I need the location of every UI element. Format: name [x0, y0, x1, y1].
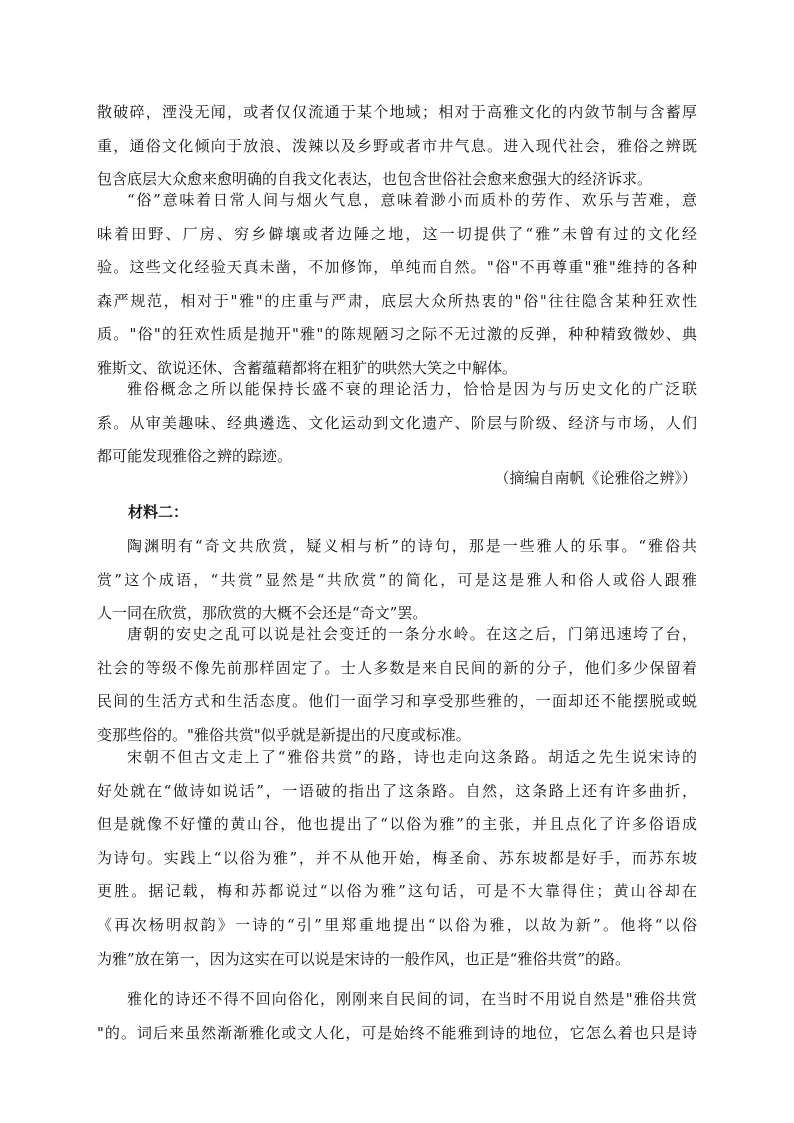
material-two-heading: 材料二：: [128, 503, 189, 521]
text-line: “俗”意味着日常人间与烟火气息，意味着渺小而质朴的劳作、欢乐与苦难，意: [127, 191, 697, 209]
paragraph-tao-yuanming: [97, 530, 697, 631]
paragraph-refined-vs-popular: [97, 96, 697, 197]
text-line: 都可能发现雅俗之辨的踪迹。: [97, 447, 293, 466]
text-line: 陶渊明有“奇文共欣赏，疑义相与析”的诗句，那是一些雅人的乐事。“雅俗共: [127, 537, 697, 555]
text-line: 验。这些文化经验天真未凿，不加修饰，单纯而自然。"俗"不再尊重"雅"维持的各种: [97, 258, 697, 277]
paragraph-theoretical-vitality: [97, 373, 697, 474]
source-attribution: [97, 462, 697, 496]
text-line: 《再次杨明叔韵》一诗的“引”里郑重地提出“以俗为雅，以故为新”。他将“以俗: [97, 915, 697, 934]
text-line: 好处就在“做诗如说话”，一语破的指出了这条路。自然，这条路上还有许多曲折，: [97, 781, 697, 800]
text-line: 唐朝的安史之乱可以说是社会变迁的一条分水岭。在这之后，门第迅速垮了台，: [127, 625, 697, 643]
text-line: 更胜。据记载，梅和苏都说过“以俗为雅”这句话，可是不大靠得住；黄山谷却在: [97, 882, 697, 901]
text-line: 雅斯文、欲说还休、含蓄蕴藉都将在粗犷的哄然大笑之中解体。: [97, 358, 518, 377]
paragraph-tang-dynasty: [97, 618, 697, 752]
paragraph-song-dynasty: [97, 741, 697, 976]
text-line: "的。词后来虽然渐渐雅化或文人化，可是始终不能雅到诗的地位，它怎么着也只是诗: [97, 1023, 697, 1042]
text-line: 变那些俗的。"雅俗共赏"似乎就是新提出的尺度或标准。: [97, 725, 471, 744]
text-line: 雅化的诗还不得不回向俗化，刚刚来自民间的词，在当时不用说自然是"雅俗共赏: [127, 990, 697, 1008]
text-line: 重，通俗文化倾向于放浪、泼辣以及乡野或者市井气息。进入现代社会，雅俗之辨既: [97, 136, 697, 155]
text-line: 社会的等级不像先前那样固定了。士人多数是来自民间的新的分子，他们多少保留着: [97, 658, 697, 677]
text-line: 味着田野、厂房、穷乡僻壤或者边陲之地，这一切提供了“雅”未曾有过的文化经: [97, 224, 697, 243]
text-line: 为雅”放在第一，因为这实在可以说是宋诗的一般作风，也正是“雅俗共赏”的路。: [97, 949, 631, 968]
paragraph-ci-poetry: [97, 983, 697, 1050]
paragraph-meaning-of-su: [97, 184, 697, 386]
text-line: 质。"俗"的狂欢性质是抛开"雅"的陈规陋习之际不无过激的反弹，种种精致微妙、典: [97, 325, 697, 344]
text-line: 系。从审美趣味、经典遴选、文化运动到文化遗产、阶层与阶级、经济与市场，人们: [97, 413, 697, 432]
text-line: 宋朝不但古文走上了“雅俗共赏”的路，诗也走向这条路。胡适之先生说宋诗的: [127, 748, 697, 766]
text-line: 包含底层大众愈来愈明确的自我文化表达，也包含世俗社会愈来愈强大的经济诉求。: [97, 170, 653, 189]
text-line: 赏”这个成语，“共赏”显然是“共欣赏”的简化，可是这是雅人和俗人或俗人跟雅: [97, 570, 697, 589]
text-line: 但是就像不好懂的黄山谷，他也提出了“以俗为雅”的主张，并且点化了许多俗语成: [97, 815, 697, 834]
text-line: 散破碎，湮没无闻，或者仅仅流通于某个地域；相对于高雅文化的内敛节制与含蓄厚: [97, 103, 697, 121]
text-line: 人一同在欣赏，那欣赏的大概不会还是“奇文”罢。: [97, 604, 428, 623]
text-line: 民间的生活方式和生活态度。他们一面学习和享受那些雅的，一面却还不能摆脱或蜕: [97, 692, 697, 711]
source-text: （摘编自南帆《论雅俗之辨》）: [494, 469, 697, 487]
text-line: 雅俗概念之所以能保持长盛不衰的理论活力，恰恰是因为与历史文化的广泛联: [127, 380, 697, 398]
text-line: 为诗句。实践上“以俗为雅”，并不从他开始，梅圣俞、苏东坡都是好手，而苏东坡: [97, 848, 697, 867]
text-line: 森严规范，相对于"雅"的庄重与严肃，底层大众所热衷的"俗"往往隐含某种狂欢性: [97, 291, 697, 310]
